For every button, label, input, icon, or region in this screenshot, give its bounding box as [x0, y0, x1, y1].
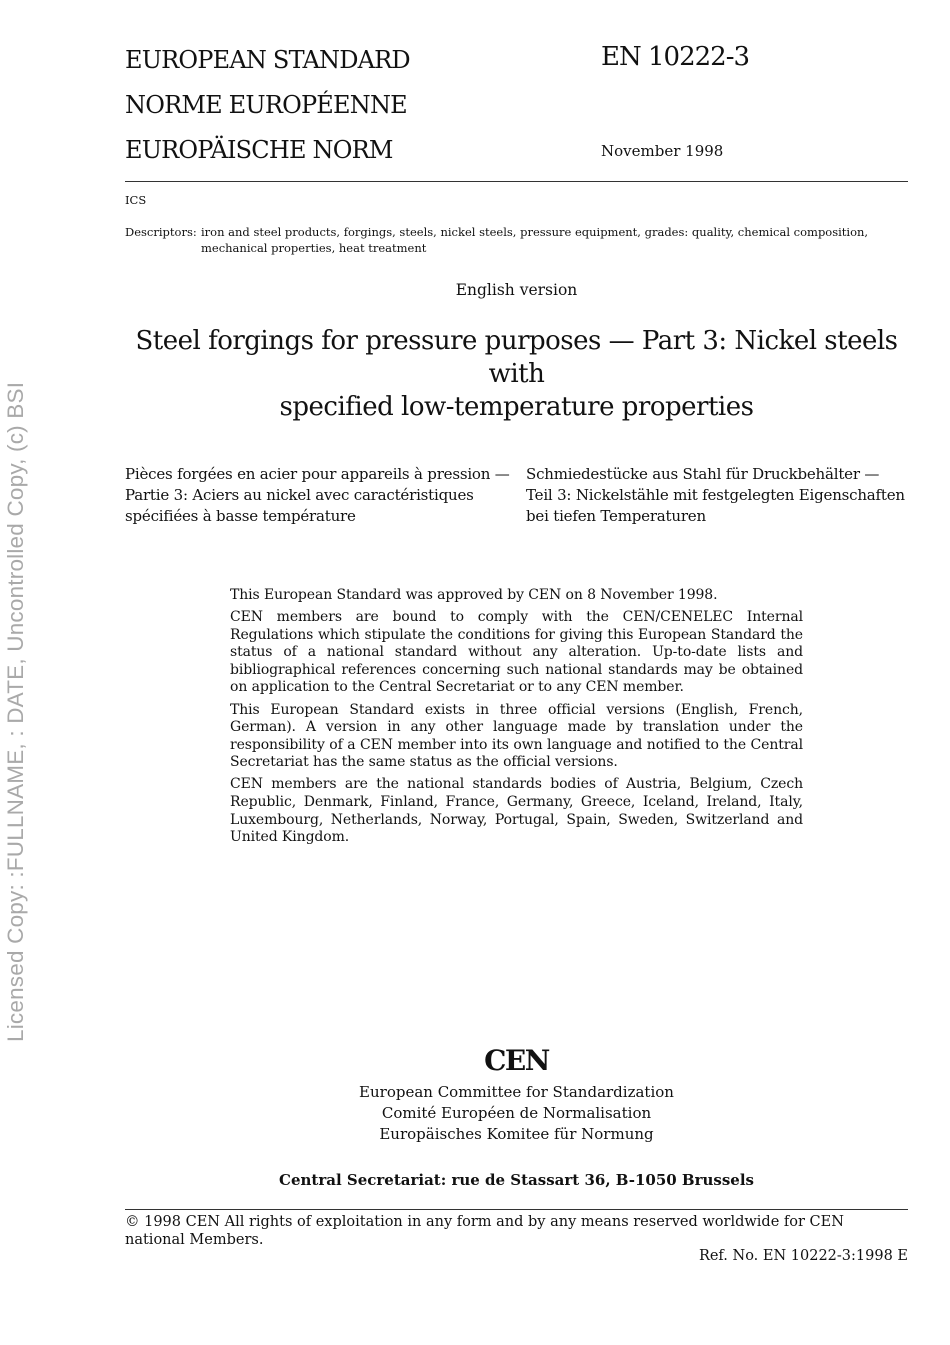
cen-logo: CEN [484, 1044, 549, 1077]
ics-label: ICS [125, 193, 147, 207]
german-title: Schmiedestücke aus Stahl für Druckbehälter — Teil 3: Nickelstähle mit festgelegten Eigenschaften bei tiefen Temperaturen [526, 465, 905, 525]
descriptors-text: iron and steel products, forgings, steels, nickel steels, pressure equipment, grades: quality, chemical composition, mechanical properties, heat treatment [201, 225, 869, 255]
french-title: Pièces forgées en acier pour appareils à pression — Partie 3: Aciers au nickel avec caractéristiques spécifiées à basse température [125, 465, 510, 525]
document-title [125, 325, 908, 424]
license-watermark: Licensed Copy: :FULLNAME, : DATE, Uncontrolled Copy, (c) BSI [3, 381, 28, 1042]
reference-number: Ref. No. EN 10222-3:1998 E [698, 1248, 908, 1264]
approval-notice [230, 587, 803, 851]
cen-name-english: European Committee for Standardization [359, 1083, 674, 1101]
notice-approval: This European Standard was approved by CEN on 8 November 1998. [230, 587, 718, 603]
header-line-english: EUROPEAN STANDARD [125, 46, 410, 74]
central-secretariat: Central Secretariat: rue de Stassart 36, B-1050 Brussels [279, 1171, 754, 1189]
publication-date: November 1998 [601, 142, 724, 160]
notice-versions: This European Standard exists in three official versions (English, French, German). A version in any other language made by translation under the responsibility of a CEN member into its own language and notified to the Central Secretariat has the same status as the official versions. [230, 701, 803, 771]
cen-name-french: Comité Européen de Normalisation [381, 1104, 652, 1122]
footer-divider [125, 1209, 908, 1210]
header-line-french: NORME EUROPÉENNE [125, 91, 407, 119]
standard-number: EN 10222-3 [601, 42, 750, 72]
cen-name-german: Europäisches Komitee für Normung [379, 1125, 654, 1143]
notice-compliance: CEN members are bound to comply with the CEN/CENELEC Internal Regulations which stipulate the conditions for giving this European Standard the status of a national standard without any alteration. Up-to-date lists and bibliographical references concerning such national standards may be obtained on application to the Central Secretariat or to any CEN member. [230, 609, 803, 696]
version-label: English version [455, 281, 578, 299]
descriptors-label: Descriptors: [125, 225, 197, 239]
title-line-1: Steel forgings for pressure purposes — Part 3: Nickel steels with [135, 326, 898, 389]
copyright-notice: © 1998 CEN All rights of exploitation in any form and by any means reserved worldwide for CEN national Members. [125, 1214, 844, 1248]
header-divider [125, 181, 908, 182]
header-line-german: EUROPÄISCHE NORM [125, 136, 393, 164]
title-line-2: specified low-temperature properties [279, 392, 754, 422]
notice-members: CEN members are the national standards bodies of Austria, Belgium, Czech Republic, Denmark, Finland, France, Germany, Greece, Iceland, Ireland, Italy, Luxembourg, Netherlands, Norway, Portugal, Spain, Sweden, Switzerland and United Kingdom. [230, 776, 803, 846]
